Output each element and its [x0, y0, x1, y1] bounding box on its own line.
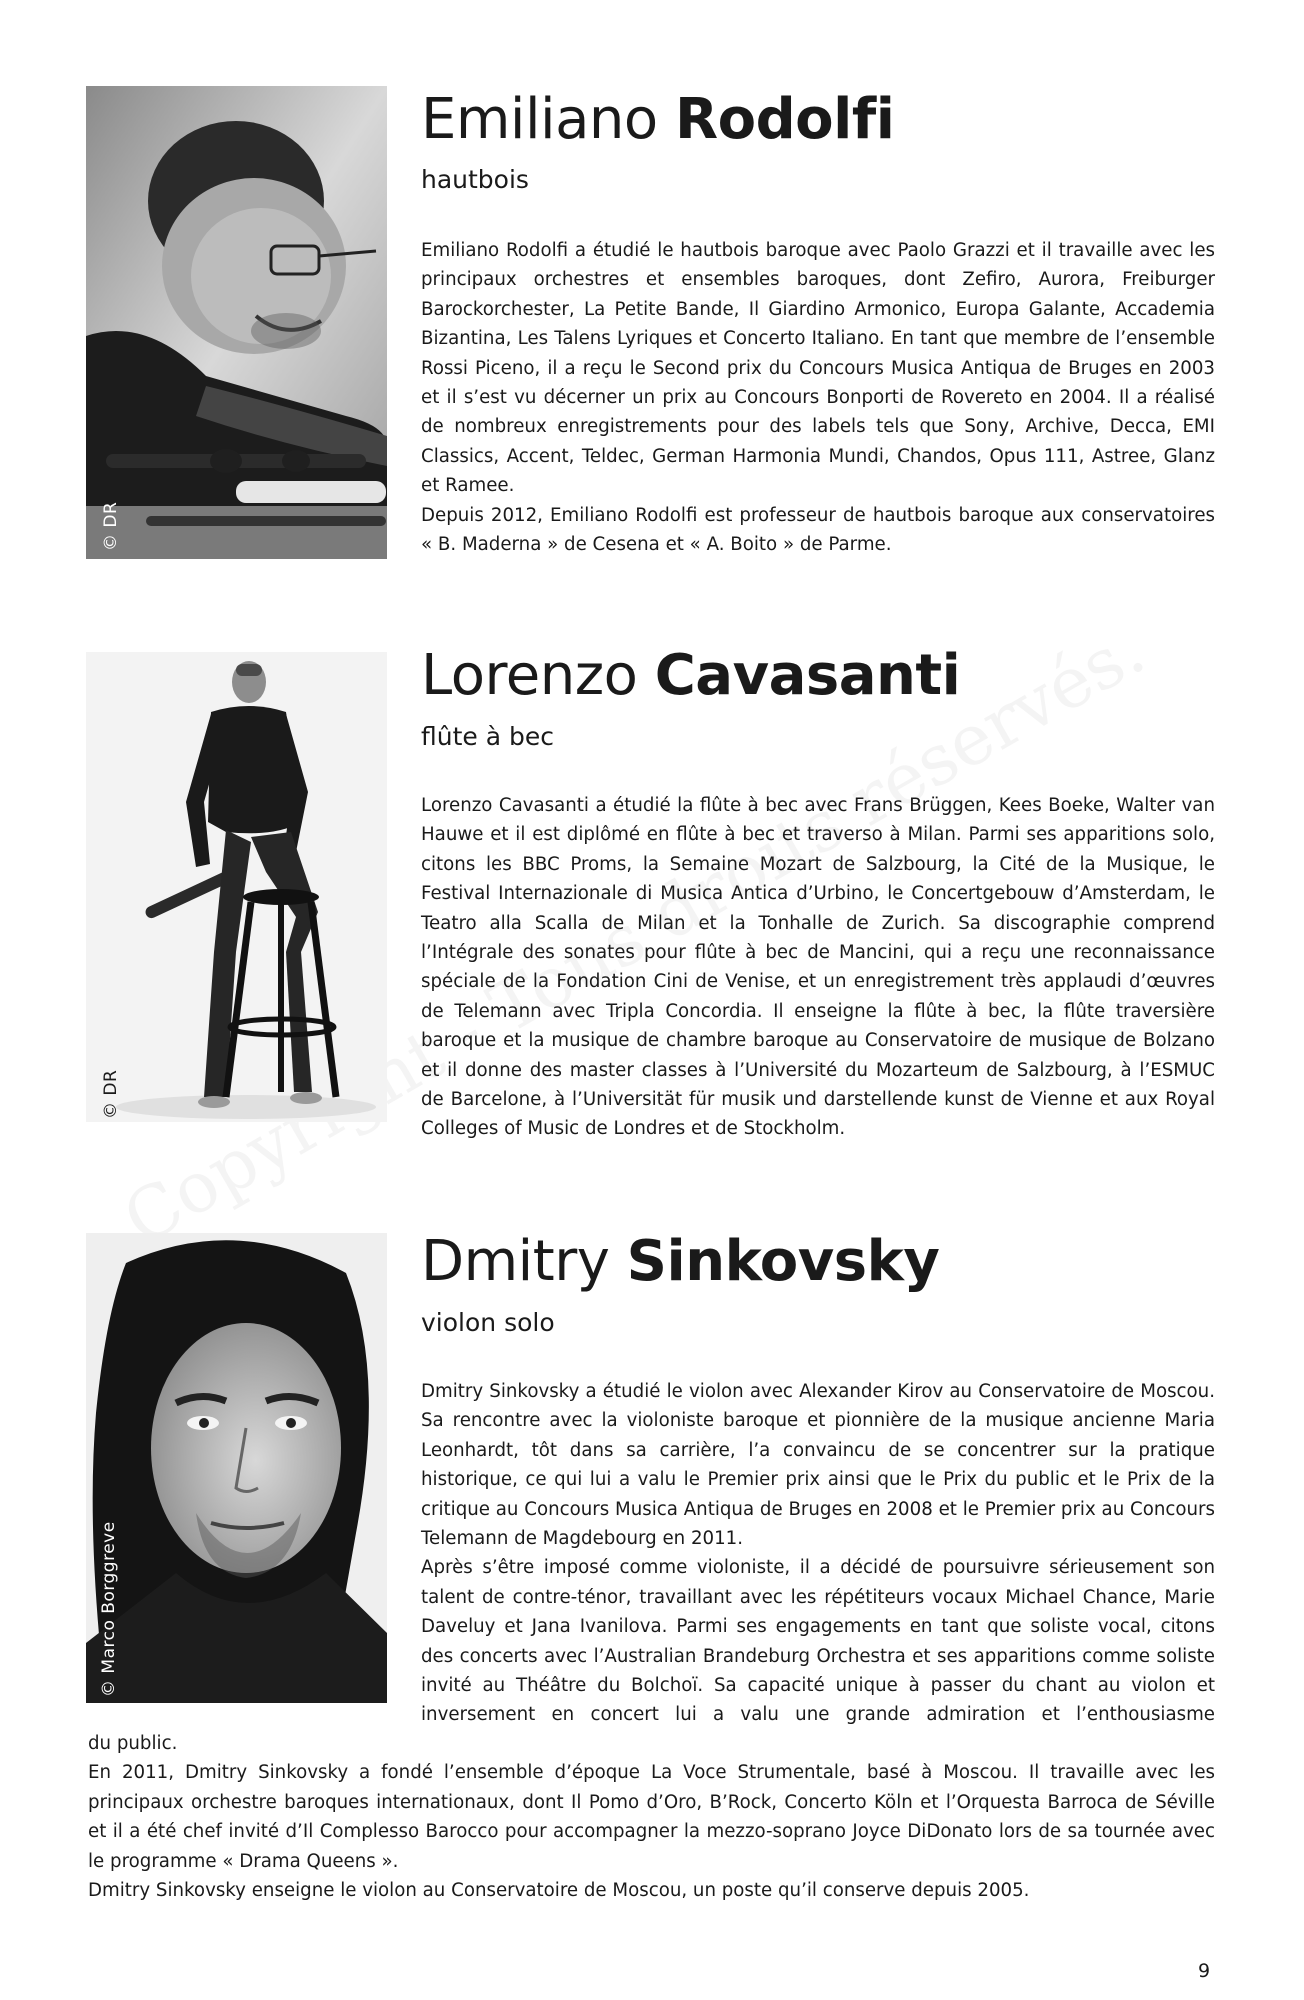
- photo-credit-cavasanti: © DR: [101, 1069, 121, 1119]
- bio-paragraph: Dmitry Sinkovsky enseigne le violon au Conservatoire de Moscou, un poste qu’il conserve depuis 2005.: [88, 1880, 1030, 1902]
- first-name: Emiliano: [421, 87, 658, 152]
- biography-sinkovsky: [421, 1377, 1215, 1730]
- photo-credit-rodolfi: © DR: [101, 501, 121, 551]
- biography-rodolfi: [421, 236, 1215, 559]
- bio-continuation: du public.: [88, 1733, 178, 1754]
- instrument-rodolfi: hautbois: [421, 165, 529, 194]
- bio-paragraph: Emiliano Rodolfi a étudié le hautbois baroque avec Paolo Grazzi et il travaille avec les principaux orchestres et ensembles baroques, dont Zefiro, Aurora, Freiburger Barockorchester, La Petite Bande, Il Giardino Armonico, Europa Galante, Accademia Bizantina, Les Talens Lyriques et Concerto Italiano. En tant que membre de l’ensemble Rossi Piceno, il a reçu le Second prix du Concours Musica Antiqua de Bruges en 2003 et il s’est vu décerner un prix au Concours Bonporti de Rovereto en 2004. Il a réalisé de nombreux enregistrements pour des labels tels que Sony, Archive, Decca, EMI Classics, Accent, Teldec, German Harmonia Mundi, Chandos, Opus 111, Astree, Glanz et Ramee.: [421, 240, 1215, 497]
- biography-sinkovsky-continued: [88, 1729, 1215, 1905]
- photo-credit-sinkovsky: © Marco Borggreve: [99, 1521, 119, 1697]
- biography-cavasanti: [421, 791, 1215, 1144]
- instrument-sinkovsky: violon solo: [421, 1308, 555, 1337]
- rodolfi-photo-art: [86, 86, 387, 559]
- portrait-photo-rodolfi: [86, 86, 387, 559]
- portrait-photo-cavasanti: [86, 652, 387, 1122]
- artist-name-rodolfi: [421, 87, 895, 152]
- bio-paragraph: En 2011, Dmitry Sinkovsky a fondé l’ensemble d’époque La Voce Strumentale, basé à Moscou. Il travaille avec les principaux orchestre baroques internationaux, dont Il Pomo d’Oro, B’Rock, Concerto Köln et l’Orquesta Barroca de Séville et il a été chef invité d’Il Complesso Barocco pour accompagner la mezzo-soprano Joyce DiDonato lors de sa tournée avec le programme « Drama Queens ».: [88, 1762, 1215, 1872]
- last-name: Rodolfi: [675, 87, 895, 152]
- bio-paragraph: Depuis 2012, Emiliano Rodolfi est professeur de hautbois baroque aux conservatoires « B. Maderna » de Cesena et « A. Boito » de Parme.: [421, 504, 1215, 556]
- bio-paragraph: Après s’être imposé comme violoniste, il a décidé de poursuivre sérieusement son talent de contre-ténor, travaillant avec les répétiteurs vocaux Michael Chance, Marie Daveluy et Jana Ivanilova. Parmi ses engagements en tant que soliste vocal, citons des concerts avec l’Australian Brandeburg Orchestra et ses apparitions comme soliste invité au Théâtre du Bolchoï. Sa capacité unique à passer du chant au violon et inversement en concert lui a valu une grande admiration et l’enthousiasme: [421, 1557, 1215, 1726]
- instrument-cavasanti: flûte à bec: [421, 722, 554, 751]
- last-name: Cavasanti: [654, 643, 961, 708]
- artist-name-cavasanti: [421, 643, 961, 708]
- artist-name-sinkovsky: [421, 1229, 940, 1294]
- sinkovsky-photo-art: [86, 1233, 387, 1703]
- bio-paragraph: Dmitry Sinkovsky a étudié le violon avec Alexander Kirov au Conservatoire de Moscou. Sa rencontre avec la violoniste baroque et pionnière de la musique ancienne Maria Leonhardt, tôt dans sa carrière, l’a convaincu de se concentrer sur la pratique historique, ce qui lui a valu le Premier prix ainsi que le Prix du public et le Prix de la critique au Concours Musica Antiqua de Bruges en 2008 et le Premier prix au Concours Telemann de Magdebourg en 2011.: [421, 1381, 1215, 1550]
- first-name: Dmitry: [421, 1229, 610, 1294]
- bio-paragraph: Lorenzo Cavasanti a étudié la flûte à bec avec Frans Brüggen, Kees Boeke, Walter van Hauwe et il est diplômé en flûte à bec et traverso à Milan. Parmi ses apparitions solo, citons les BBC Proms, la Semaine Mozart de Salzbourg, la Cité de la Musique, le Festival Internazionale di Musica Antica d’Urbino, le Concertgebouw d’Amsterdam, le Teatro alla Scalla de Milan et la Tonhalle de Zurich. Sa discographie comprend l’Intégrale des sonates pour flûte à bec de Mancini, qui a reçu une reconnaissance spéciale de la Fondation Cini de Venise, et un enregistrement très applaudi d’œuvres de Telemann avec Tripla Concordia. Il enseigne la flûte à bec, la flûte traversière baroque et la musique de chambre baroque au Conservatoire de musique de Bolzano et il donne des master classes à l’Université du Mozarteum de Salzbourg, à l’ESMUC de Barcelone, à l’Universität für musik und darstellende kunst de Vienne et aux Royal Colleges of Music de Londres et de Stockholm.: [421, 795, 1215, 1140]
- page-number: 9: [1198, 1960, 1211, 1982]
- cavasanti-photo-art: [86, 652, 387, 1122]
- first-name: Lorenzo: [421, 643, 638, 708]
- last-name: Sinkovsky: [626, 1229, 940, 1294]
- portrait-photo-sinkovsky: [86, 1233, 387, 1703]
